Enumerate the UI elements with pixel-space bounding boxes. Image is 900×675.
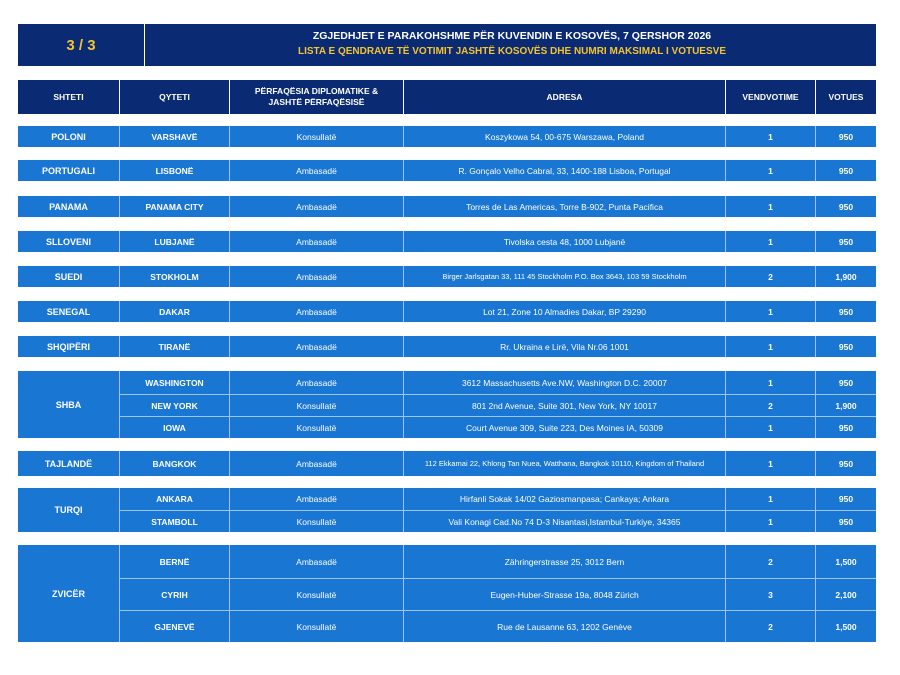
stations-cell: 1 <box>726 231 816 252</box>
country-cell: TAJLANDË <box>18 451 120 476</box>
stations-cell: 1 <box>726 160 816 181</box>
address-cell: Koszykowa 54, 00-675 Warszawa, Poland <box>404 126 726 147</box>
voters-cell: 1,500 <box>835 621 857 632</box>
mission-type-cell: Ambasadë <box>230 545 404 578</box>
table-row <box>120 416 876 438</box>
address-cell: Eugen-Huber-Strasse 19a, 8048 Zürich <box>404 579 726 610</box>
header-address: ADRESA <box>404 80 726 114</box>
stations-cell: 1 <box>726 336 816 357</box>
table-row <box>120 510 876 532</box>
city-cell: STAMBOLL <box>120 511 230 532</box>
header-voters: VOTUES <box>828 91 864 102</box>
document-subtitle: LISTA E QENDRAVE TË VOTIMIT JASHTË KOSOVËS DHE NUMRI MAKSIMAL I VOTUESVE <box>297 46 726 57</box>
voters-cell: 950 <box>838 341 854 352</box>
country-group <box>18 266 876 287</box>
address-cell: Rr. Ukraina e Lirë, Vila Nr.06 1001 <box>404 336 726 357</box>
city-cell: STOKHOLM <box>120 266 230 287</box>
stations-cell: 1 <box>726 511 816 532</box>
voters-cell: 1,500 <box>835 556 857 567</box>
mission-type-cell: Konsullatë <box>230 611 404 642</box>
address-cell: Hirfanli Sokak 14/02 Gaziosmanpasa; Cankaya; Ankara <box>404 488 726 510</box>
header-mission: PËRFAQËSIA DIPLOMATIKE & JASHTË PËRFAQËSISË <box>230 80 404 114</box>
table-row <box>120 196 876 217</box>
address-cell: 112 Ekkamai 22, Khlong Tan Nuea, Watthana, Bangkok 10110, Kingdom of Thailand <box>404 451 726 476</box>
city-cell: VARSHAVË <box>120 126 230 147</box>
table-row <box>120 488 876 510</box>
country-cell: SHQIPËRI <box>18 336 120 357</box>
stations-cell: 1 <box>726 196 816 217</box>
page-indicator: 3 / 3 <box>18 24 145 66</box>
city-cell: DAKAR <box>120 301 230 322</box>
table-row <box>120 394 876 416</box>
country-cell: SENEGAL <box>18 301 120 322</box>
stations-cell: 1 <box>726 301 816 322</box>
header-country: SHTETI <box>18 80 120 114</box>
address-cell: 801 2nd Avenue, Suite 301, New York, NY 10017 <box>404 395 726 416</box>
address-cell: Torres de Las Americas, Torre B-902, Punta Pacifica <box>404 196 726 217</box>
city-cell: ANKARA <box>120 488 230 510</box>
city-cell: IOWA <box>120 417 230 438</box>
stations-cell: 2 <box>726 611 816 642</box>
table-row <box>120 301 876 322</box>
header-city: QYTETI <box>120 80 230 114</box>
stations-cell: 2 <box>726 395 816 416</box>
mission-type-cell: Ambasadë <box>230 196 404 217</box>
document-title: ZGJEDHJET E PARAKOHSHME PËR KUVENDIN E KOSOVËS, 7 QERSHOR 2026 <box>312 30 712 42</box>
address-cell: Zähringerstrasse 25, 3012 Bern <box>404 545 726 578</box>
page-banner <box>18 24 876 66</box>
header-stations: VENDVOTIME <box>726 80 816 114</box>
city-cell: WASHINGTON <box>120 371 230 394</box>
table-row <box>120 578 876 610</box>
address-cell: Lot 21, Zone 10 Almadies Dakar, BP 29290 <box>404 301 726 322</box>
table-row <box>120 126 876 147</box>
mission-type-cell: Konsullatë <box>230 126 404 147</box>
country-group <box>18 336 876 357</box>
table-row <box>120 371 876 394</box>
voters-cell: 950 <box>838 306 854 317</box>
stations-cell: 1 <box>726 451 816 476</box>
country-cell: PORTUGALI <box>18 160 120 181</box>
mission-type-cell: Ambasadë <box>230 371 404 394</box>
country-cell: POLONI <box>18 126 120 147</box>
mission-type-cell: Konsullatë <box>230 417 404 438</box>
stations-cell: 2 <box>726 266 816 287</box>
table-row <box>120 545 876 578</box>
voters-cell: 950 <box>838 131 854 142</box>
voters-cell: 1,900 <box>835 400 857 411</box>
mission-type-cell: Konsullatë <box>230 395 404 416</box>
stations-cell: 1 <box>726 371 816 394</box>
address-cell: Court Avenue 309, Suite 223, Des Moines IA, 50309 <box>404 417 726 438</box>
mission-type-cell: Konsullatë <box>230 579 404 610</box>
mission-type-cell: Ambasadë <box>230 336 404 357</box>
mission-type-cell: Konsullatë <box>230 511 404 532</box>
mission-type-cell: Ambasadë <box>230 266 404 287</box>
mission-type-cell: Ambasadë <box>230 488 404 510</box>
city-cell: CYRIH <box>120 579 230 610</box>
voters-cell: 950 <box>838 236 854 247</box>
table-row <box>120 336 876 357</box>
address-cell: Birger Jarlsgatan 33, 111 45 Stockholm P.O. Box 3643, 103 59 Stockholm <box>404 266 726 287</box>
city-cell: LISBONË <box>120 160 230 181</box>
country-group <box>18 488 876 532</box>
address-cell: Tivolska cesta 48, 1000 Lubjanë <box>404 231 726 252</box>
voters-cell: 950 <box>838 377 854 388</box>
address-cell: R. Gonçalo Velho Cabral, 33, 1400-188 Lisboa, Portugal <box>404 160 726 181</box>
mission-type-cell: Ambasadë <box>230 160 404 181</box>
address-cell: Vali Konagi Cad.No 74 D-3 Nisantasi,Istambul-Turkiye, 34365 <box>404 511 726 532</box>
voters-cell: 950 <box>838 165 854 176</box>
country-cell: ZVICËR <box>18 545 120 642</box>
table-row <box>120 610 876 642</box>
voters-cell: 950 <box>838 201 854 212</box>
country-group <box>18 231 876 252</box>
city-cell: TIRANË <box>120 336 230 357</box>
voters-cell: 1,900 <box>835 271 857 282</box>
table-row <box>120 266 876 287</box>
country-group <box>18 196 876 217</box>
voters-cell: 950 <box>838 516 854 527</box>
mission-type-cell: Ambasadë <box>230 301 404 322</box>
voters-cell: 950 <box>838 494 854 504</box>
country-group <box>18 371 876 438</box>
city-cell: GJENEVË <box>120 611 230 642</box>
country-cell: SHBA <box>18 371 120 438</box>
stations-cell: 1 <box>726 417 816 438</box>
stations-cell: 3 <box>726 579 816 610</box>
voters-cell: 950 <box>838 422 854 433</box>
city-cell: BERNË <box>120 545 230 578</box>
city-cell: BANGKOK <box>120 451 230 476</box>
country-group <box>18 301 876 322</box>
city-cell: PANAMA CITY <box>120 196 230 217</box>
country-group <box>18 451 876 476</box>
stations-cell: 2 <box>726 545 816 578</box>
voters-cell: 950 <box>838 458 854 469</box>
address-cell: 3612 Massachusetts Ave.NW, Washington D.C. 20007 <box>404 371 726 394</box>
mission-type-cell: Ambasadë <box>230 451 404 476</box>
country-cell: SUEDI <box>18 266 120 287</box>
stations-cell: 1 <box>726 126 816 147</box>
mission-type-cell: Ambasadë <box>230 231 404 252</box>
table-row <box>120 231 876 252</box>
country-cell: SLLOVENI <box>18 231 120 252</box>
stations-cell: 1 <box>726 488 816 510</box>
voters-cell: 2,100 <box>835 589 857 600</box>
country-cell: TURQI <box>18 488 120 532</box>
country-cell: PANAMA <box>18 196 120 217</box>
table-header <box>18 80 876 114</box>
country-group <box>18 160 876 181</box>
city-cell: NEW YORK <box>120 395 230 416</box>
address-cell: Rue de Lausanne 63, 1202 Genève <box>404 611 726 642</box>
country-group <box>18 545 876 642</box>
table-row <box>120 160 876 181</box>
city-cell: LUBJANË <box>120 231 230 252</box>
table-row <box>120 451 876 476</box>
country-group <box>18 126 876 147</box>
